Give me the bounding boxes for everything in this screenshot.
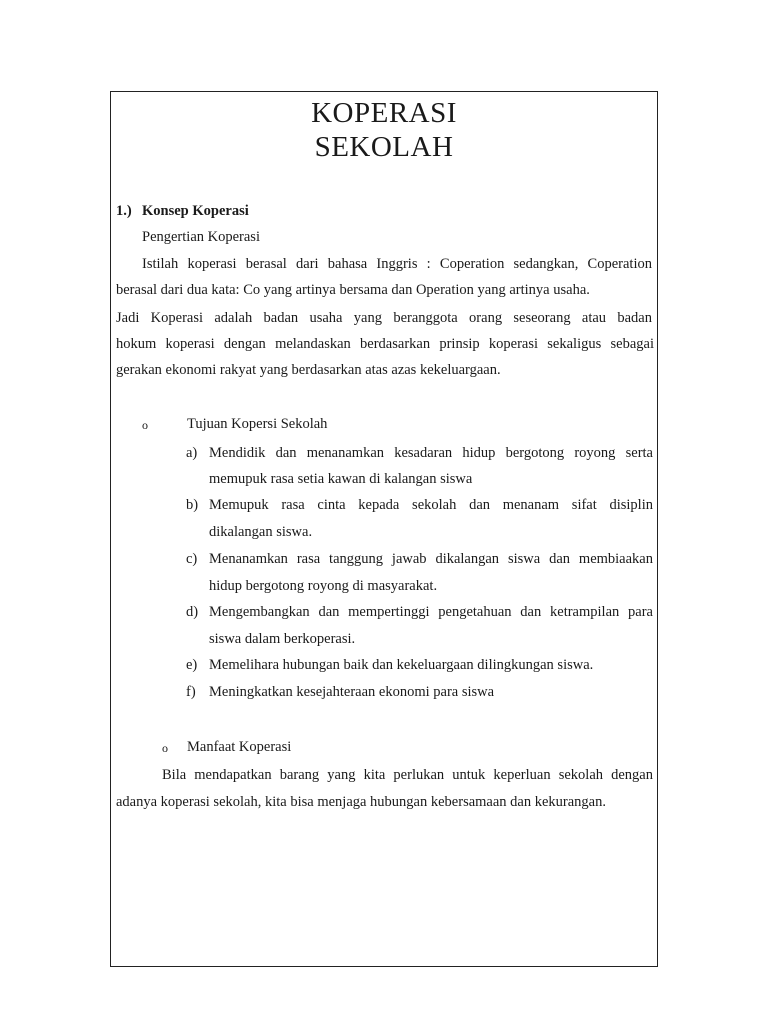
bullet-icon: o — [142, 418, 148, 432]
list-item-text: hidup bergotong royong di masyarakat. — [209, 578, 438, 594]
list-item-text: siswa dalam berkoperasi. — [209, 631, 356, 647]
list-item-text: Memelihara hubungan baik dan kekeluargaan dilingkungan siswa. — [209, 657, 594, 673]
paragraph-line: gerakan ekonomi rakyat yang berdasarkan atas azas kekeluargaan. — [116, 362, 501, 378]
list-item-text: Mengembangkan dan mempertinggi pengetahuan dan ketrampilan para — [209, 604, 653, 620]
document-title-line1: KOPERASI — [311, 97, 457, 129]
list-item-label: a) — [186, 445, 198, 461]
paragraph-line: berasal dari dua kata: Co yang artinya bersama dan Operation yang artinya usaha. — [116, 282, 590, 298]
document-frame — [110, 91, 658, 967]
list-item-label: d) — [186, 604, 199, 620]
list-item-text: Meningkatkan kesejahteraan ekonomi para siswa — [209, 684, 495, 700]
paragraph-line: Bila mendapatkan barang yang kita perlukan untuk keperluan sekolah dengan — [162, 767, 653, 783]
tujuan-heading: Tujuan Kopersi Sekolah — [187, 416, 328, 432]
list-item-text: Mendidik dan menanamkan kesadaran hidup bergotong royong serta — [209, 445, 653, 461]
list-item-label: f) — [186, 684, 196, 700]
paragraph-line: adanya koperasi sekolah, kita bisa menjaga hubungan kebersamaan dan kekurangan. — [116, 794, 606, 810]
paragraph-line: Istilah koperasi berasal dari bahasa Inggris : Coperation sedangkan, Coperation — [142, 256, 652, 272]
section-heading: Konsep Koperasi — [142, 203, 249, 219]
document-title-line2: SEKOLAH — [314, 131, 454, 163]
list-item-text: Memupuk rasa cinta kepada sekolah dan menanam sifat disiplin — [209, 497, 653, 513]
list-item-text: dikalangan siswa. — [209, 524, 313, 540]
paragraph-line: Jadi Koperasi adalah badan usaha yang beranggota orang seseorang atau badan — [116, 310, 652, 326]
list-item-label: b) — [186, 497, 199, 513]
list-item-label: e) — [186, 657, 198, 673]
list-item-text: memupuk rasa setia kawan di kalangan siswa — [209, 471, 473, 487]
list-item-text: Menanamkan rasa tanggung jawab dikalangan siswa dan membiaakan — [209, 551, 653, 567]
bullet-icon: o — [162, 741, 168, 755]
section-subheading: Pengertian Koperasi — [142, 229, 260, 245]
manfaat-heading: Manfaat Koperasi — [187, 739, 292, 755]
list-item-label: c) — [186, 551, 198, 567]
section-number: 1.) — [116, 203, 132, 219]
paragraph-line: hokum koperasi dengan melandaskan berdasarkan prinsip koperasi sekaligus sebagai — [116, 336, 654, 352]
